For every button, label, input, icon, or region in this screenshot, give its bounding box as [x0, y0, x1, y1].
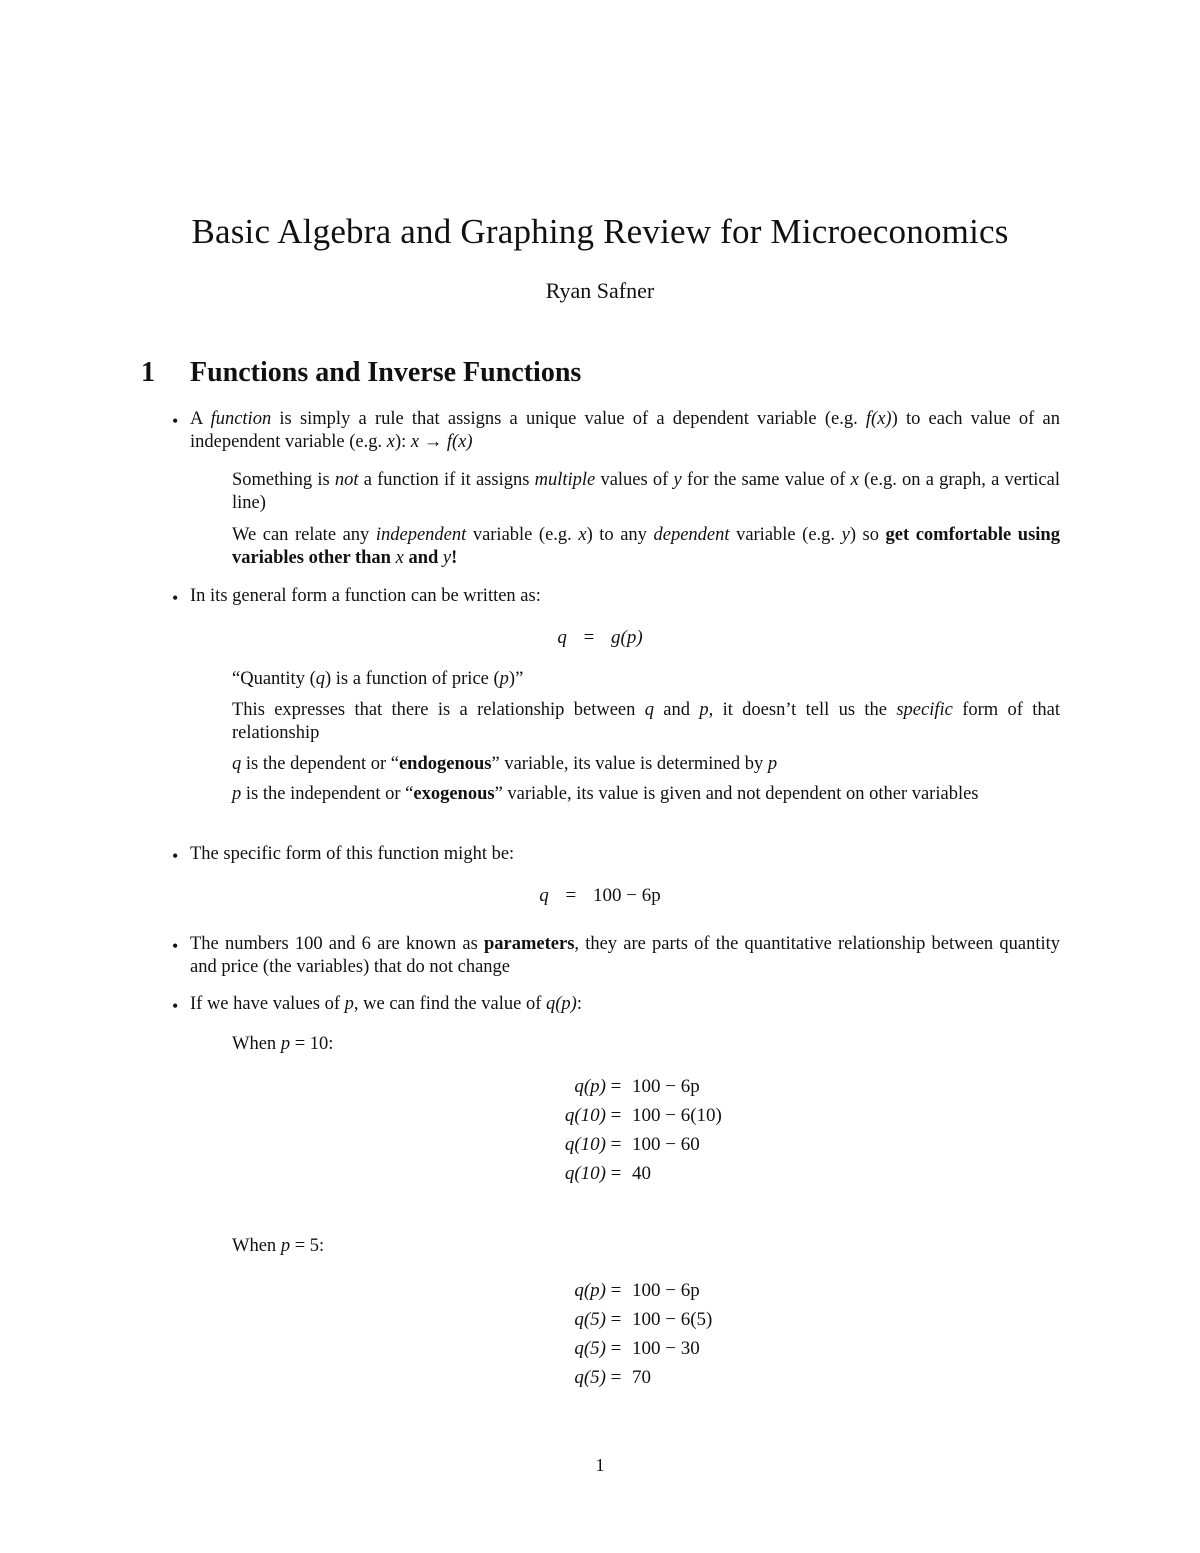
bullet-marker: •: [172, 936, 179, 956]
text: Something is: [232, 470, 335, 490]
equals-sign: =: [610, 1279, 622, 1301]
text: We can relate any: [232, 525, 376, 545]
text: ):: [394, 432, 411, 452]
equation-lhs: q(p): [574, 1075, 606, 1097]
text: values of: [595, 470, 674, 490]
bullet-function-definition: [190, 408, 1060, 454]
bullet-marker: •: [172, 588, 179, 608]
subpoint-quantity-function: [232, 668, 1060, 691]
text: , we can find the value of: [353, 994, 546, 1014]
equation-row: [496, 1363, 712, 1392]
when-p-5: [232, 1236, 324, 1257]
text: :: [576, 994, 582, 1014]
bold-text: endogenous: [398, 754, 492, 774]
text: ” variable, its value is given and not dependent on other variables: [494, 784, 979, 804]
math: x: [395, 548, 404, 568]
equation-rhs: 100 − 6(5): [632, 1308, 713, 1330]
math: y: [841, 525, 850, 545]
math: y: [442, 548, 452, 568]
text: is the dependent or “: [241, 754, 399, 774]
equation-block-p10: [496, 1072, 722, 1188]
text: , they are parts of the quantitative relationship between quantity and price (the variables) that do not change: [190, 934, 1060, 977]
equation-block-p5: [496, 1276, 712, 1392]
math: p: [280, 1034, 291, 1054]
bullet-marker: •: [172, 411, 179, 431]
emphasis: not: [334, 470, 359, 490]
equation-row: [496, 1072, 722, 1101]
equation-row: [496, 1130, 722, 1159]
equals-sign: =: [583, 627, 595, 648]
equation-lhs: q(10): [564, 1162, 606, 1184]
text: , it doesn’t tell us the: [708, 700, 897, 720]
bullet-marker: •: [172, 996, 179, 1016]
text: ) to any: [586, 525, 654, 545]
equation-general-form: [0, 627, 1200, 649]
when-p-10: [232, 1034, 333, 1055]
text: for the same value of: [681, 470, 851, 490]
math: p: [699, 700, 709, 720]
bold-text: parameters: [483, 934, 575, 954]
math: x: [578, 525, 587, 545]
equals-sign: =: [610, 1366, 622, 1388]
text: This expresses that there is a relationship between: [232, 700, 645, 720]
math: p: [499, 669, 509, 689]
equals-sign: =: [610, 1308, 622, 1330]
bullet-marker: •: [172, 846, 179, 866]
math: p: [344, 994, 354, 1014]
equals-sign: =: [610, 1162, 622, 1184]
equation-lhs: q(5): [574, 1337, 606, 1359]
bullet-general-form: In its general form a function can be written as:: [190, 586, 541, 606]
equation-row: [496, 1334, 712, 1363]
math: q(p): [546, 994, 577, 1014]
equation-lhs: q(p): [574, 1279, 606, 1301]
text: ) so: [849, 525, 886, 545]
text: ) is a function of price (: [325, 669, 500, 689]
equation-row: [496, 1305, 712, 1334]
bullet-specific-form: The specific form of this function might be:: [190, 844, 515, 864]
bold-text: get comfortable using variables other than: [232, 525, 1060, 568]
math: 100 − 6p: [593, 885, 661, 906]
math: q: [644, 700, 654, 720]
math: q: [315, 669, 325, 689]
emphasis: specific: [896, 700, 953, 720]
equation-lhs: q(5): [574, 1366, 606, 1388]
text: form of that relationship: [232, 700, 1060, 743]
bullet-find-value: [190, 993, 1060, 1016]
text: “Quantity (: [232, 669, 316, 689]
equation-row: [496, 1159, 722, 1188]
text: If we have values of: [190, 994, 345, 1014]
section-title: Functions and Inverse Functions: [190, 357, 582, 388]
math: q: [232, 754, 242, 774]
text: is the independent or “: [241, 784, 414, 804]
emphasis: dependent: [653, 525, 730, 545]
math: y: [673, 470, 682, 490]
equals-sign: =: [610, 1133, 622, 1155]
bold-text: and: [403, 548, 443, 568]
equals-sign: =: [610, 1104, 622, 1126]
text: (e.g. on a graph, a vertical line): [232, 470, 1060, 513]
text: a function if it assigns: [358, 470, 535, 490]
equation-rhs: 70: [632, 1366, 651, 1388]
text: = 5:: [290, 1236, 325, 1256]
bold-text: !: [451, 548, 458, 568]
math: f(x): [865, 409, 892, 429]
subpoint-relate-variables: [232, 524, 1060, 570]
equals-sign: =: [610, 1075, 622, 1097]
section-number: 1: [141, 357, 155, 388]
math: p: [232, 784, 242, 804]
author-name: Ryan Safner: [545, 278, 655, 303]
equation-row: [496, 1276, 712, 1305]
text: When: [232, 1034, 281, 1054]
math: q: [557, 627, 567, 648]
equation-lhs: q(10): [564, 1133, 606, 1155]
text: and: [653, 700, 700, 720]
bold-text: exogenous: [413, 784, 495, 804]
equation-rhs: 100 − 6(10): [632, 1104, 722, 1126]
text: variable (e.g.: [466, 525, 579, 545]
text: When: [232, 1236, 281, 1256]
page-number: 1: [595, 1455, 605, 1475]
equation-specific-form: [0, 885, 1200, 907]
equals-sign: =: [610, 1337, 622, 1359]
equation-rhs: 100 − 60: [632, 1133, 700, 1155]
text: A: [190, 409, 211, 429]
text: ) to each value of an independent variable (e.g.: [190, 409, 1060, 452]
text: )”: [508, 669, 524, 689]
equation-row: [496, 1101, 722, 1130]
equals-sign: =: [565, 885, 577, 906]
subpoint-not-function: [232, 469, 1060, 515]
math: g(p): [611, 627, 643, 648]
equation-rhs: 100 − 6p: [632, 1279, 700, 1301]
math: x → f(x): [410, 432, 473, 452]
math: x: [386, 432, 395, 452]
equation-lhs: q(10): [564, 1104, 606, 1126]
subpoint-endogenous: [232, 753, 1060, 776]
emphasis: function: [210, 409, 272, 429]
document-title: Basic Algebra and Graphing Review for Microeconomics: [191, 212, 1009, 251]
subpoint-exogenous: [232, 783, 1060, 806]
subpoint-relationship: [232, 699, 1060, 745]
text: ” variable, its value is determined by: [491, 754, 768, 774]
equation-rhs: 100 − 6p: [632, 1075, 700, 1097]
math: p: [767, 754, 778, 774]
math: q: [539, 885, 549, 906]
bullet-parameters: [190, 933, 1060, 979]
text: variable (e.g.: [729, 525, 842, 545]
equation-lhs: q(5): [574, 1308, 606, 1330]
emphasis: multiple: [534, 470, 596, 490]
text: = 10:: [290, 1034, 334, 1054]
text: is simply a rule that assigns a unique value of a dependent variable (e.g.: [271, 409, 866, 429]
equation-rhs: 100 − 30: [632, 1337, 700, 1359]
math: p: [280, 1236, 291, 1256]
math: x: [850, 470, 859, 490]
emphasis: independent: [375, 525, 467, 545]
equation-rhs: 40: [632, 1162, 651, 1184]
text: The numbers 100 and 6 are known as: [190, 934, 484, 954]
